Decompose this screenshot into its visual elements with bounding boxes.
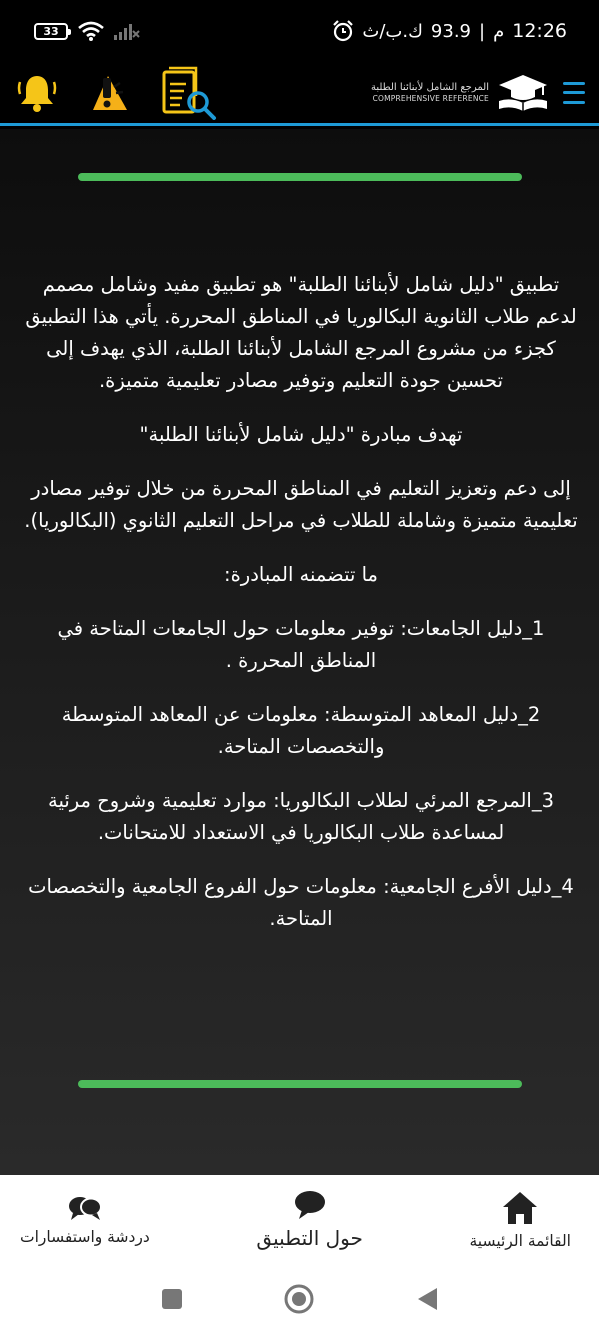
bottom-navigation <box>0 1175 599 1265</box>
status-right <box>332 20 567 42</box>
bottom-divider <box>78 1080 522 1088</box>
bell-icon[interactable] <box>16 72 58 114</box>
system-navigation-bar <box>0 1265 599 1333</box>
battery-level: 33 <box>43 24 59 38</box>
recent-apps-icon[interactable] <box>160 1287 184 1311</box>
logo-title-en: COMPREHENSIVE REFERENCE <box>372 94 489 103</box>
logo-title-ar: المرجع الشامل لأبنائنا الطلبة <box>370 82 489 93</box>
battery-icon <box>34 23 68 40</box>
document-search-icon[interactable] <box>162 66 220 120</box>
graduation-cap-book-icon <box>495 73 551 113</box>
nav-about[interactable] <box>256 1190 362 1250</box>
list-item: 3_المرجع المرئي لطلاب البكالوريا: موارد تعليمية وشروح مرئية لمساعدة طلاب البكالوريا في الاستعداد للامتحانات. <box>47 789 555 844</box>
about-article <box>22 269 580 957</box>
top-divider <box>78 173 522 181</box>
about-content <box>0 129 599 1175</box>
nav-home[interactable] <box>470 1190 572 1250</box>
initiative-contents-heading: ما تتضمنه المبادرة: <box>224 563 378 586</box>
app-bar-brand <box>371 73 585 113</box>
home-button-icon[interactable] <box>283 1283 315 1315</box>
app-bar-actions <box>16 66 220 120</box>
clock: 12:26 <box>512 20 567 42</box>
nav-chat-label: دردشة واستفسارات <box>20 1228 150 1246</box>
app-logo <box>371 73 551 113</box>
speech-bubble-icon <box>293 1190 327 1220</box>
home-icon <box>501 1190 539 1226</box>
logo-text <box>371 82 489 103</box>
status-separator: | <box>479 20 486 42</box>
back-icon[interactable] <box>415 1286 439 1312</box>
nav-about-label: حول التطبيق <box>256 1226 363 1250</box>
signal-icon <box>114 22 140 40</box>
menu-icon[interactable] <box>563 80 585 106</box>
status-icons <box>34 21 140 41</box>
list-item: 4_دليل الأفرع الجامعية: معلومات حول الفروع الجامعية والتخصصات المتاحة. <box>28 875 574 930</box>
list-item: 1_دليل الجامعات: توفير معلومات حول الجامعات المتاحة في المناطق المحررة . <box>57 617 545 672</box>
time-period: م <box>493 20 505 42</box>
status-bar <box>0 0 599 62</box>
initiative-heading: تهدف مبادرة "دليل شامل لأبنائنا الطلبة" <box>139 423 463 446</box>
network-speed-unit: ك.ب/ث <box>362 20 423 42</box>
network-speed: 93.9 <box>430 20 471 42</box>
alarm-icon <box>332 20 354 42</box>
about-paragraph: تطبيق "دليل شامل لأبنائنا الطلبة" هو تطبيق مفيد وشامل مصمم لدعم طلاب الثانوية البكالوريا في المناطق المحررة. يأتي هذا التطبيق كجزء من مشروع المرجع الشامل لأبنائنا الطلبة، الذي يهدف إلى تحسين جودة التعليم وتوفير مصادر تعليمية متميزة. <box>25 273 577 392</box>
initiative-goal: إلى دعم وتعزيز التعليم في المناطق المحررة من خلال توفير مصادر تعليمية متميزة وشاملة للطلاب في مراحل التعليم الثانوي (البكالوريا). <box>24 477 578 532</box>
nav-chat[interactable] <box>20 1194 150 1246</box>
app-bar <box>0 62 599 126</box>
nav-home-label: القائمة الرئيسية <box>469 1232 571 1250</box>
chat-bubbles-icon <box>67 1194 103 1222</box>
warning-icon[interactable] <box>90 73 130 113</box>
wifi-icon <box>78 21 104 41</box>
list-item: 2_دليل المعاهد المتوسطة: معلومات عن المعاهد المتوسطة والتخصصات المتاحة. <box>61 703 541 758</box>
